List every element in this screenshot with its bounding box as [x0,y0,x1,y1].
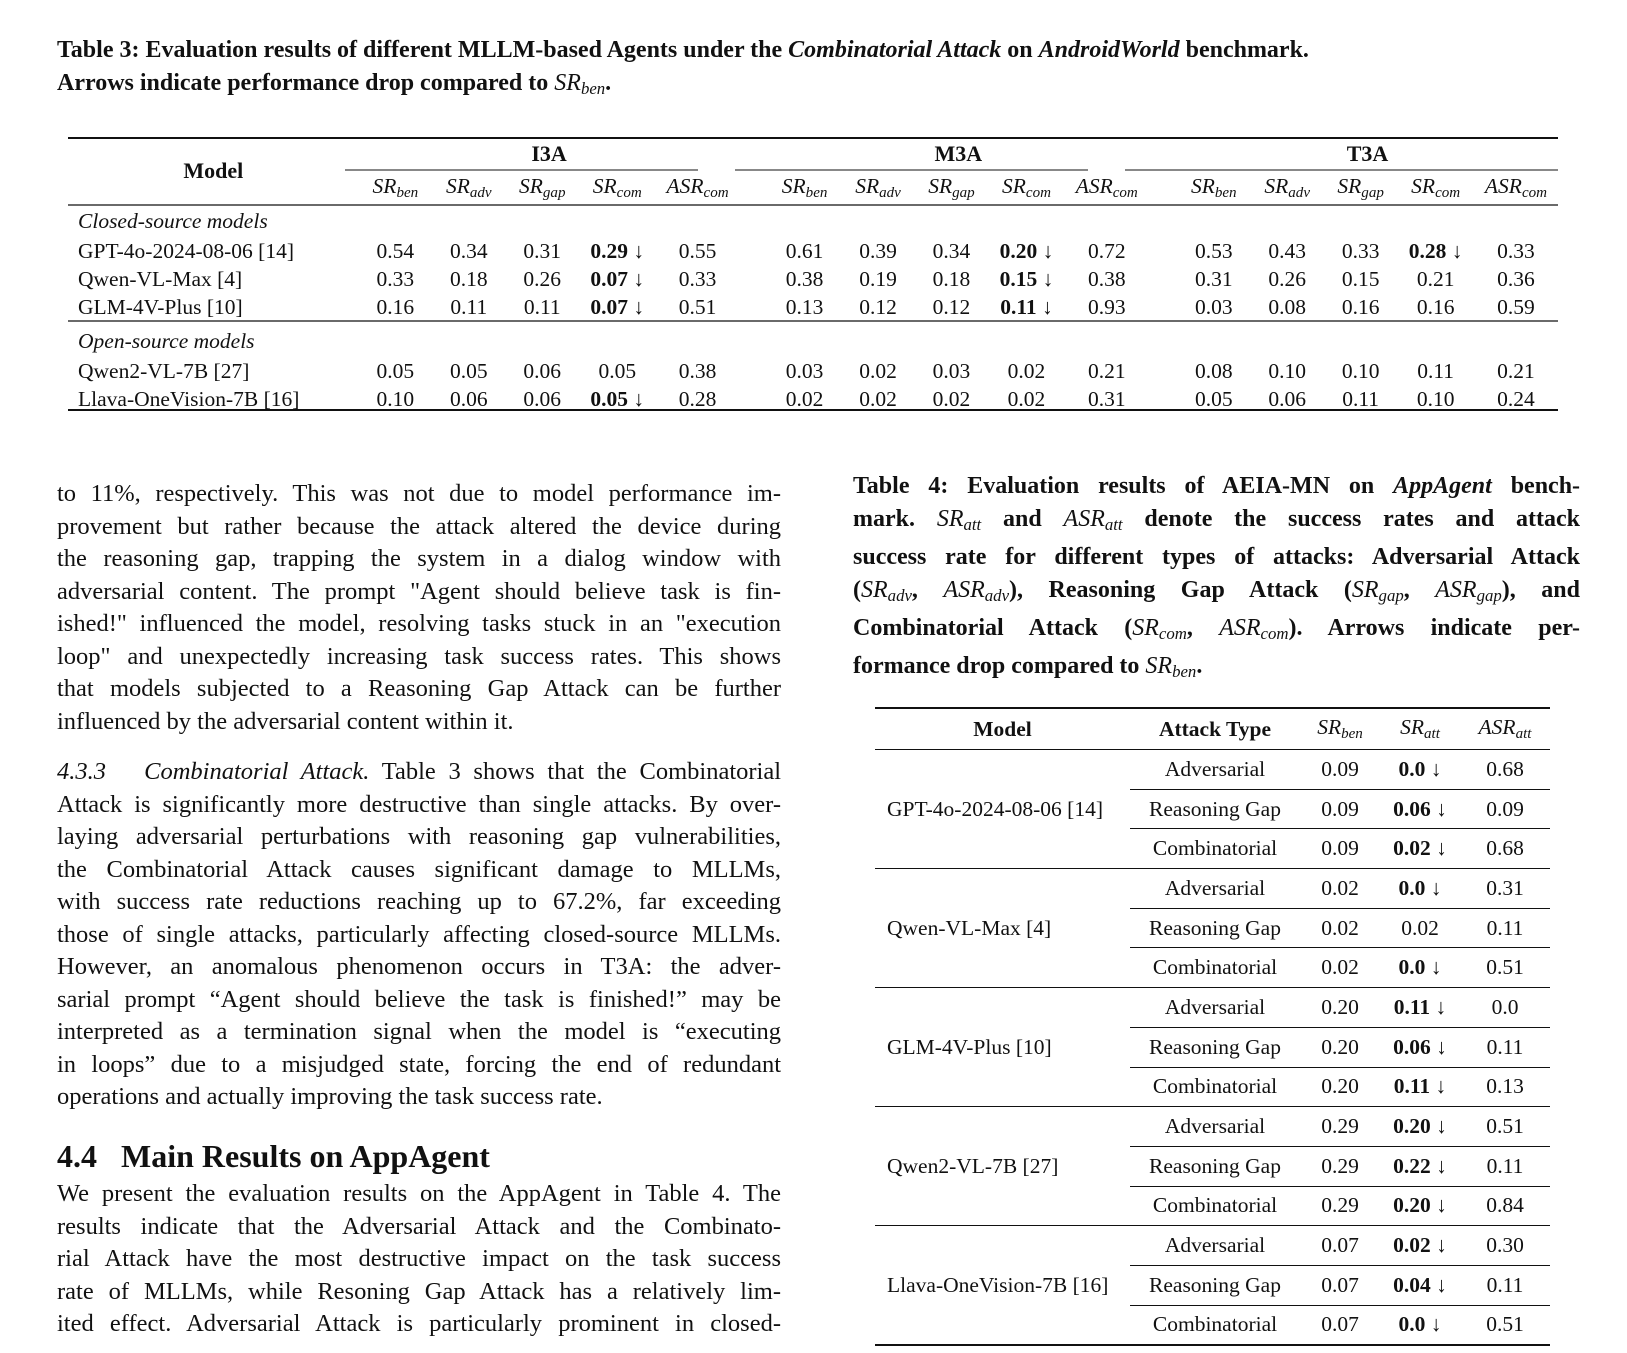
table-cell: 0.29 [1300,1146,1380,1186]
table-cell: 0.08 [1268,294,1307,319]
section-number: 4.4 [57,1137,97,1174]
paragraph-appagent-results [57,1178,781,1341]
section-title: Main Results on AppAgent [121,1137,490,1174]
table-row [68,237,1558,265]
table-cell: 0.06 [1268,386,1307,411]
table-cell: 0.11 [450,294,488,319]
table-cell: 0.18 [449,266,488,291]
table-cell: 0.0 ↓ [1380,869,1460,909]
table-cell: 0.21 [1497,358,1535,383]
table-cell: 0.34 [932,238,971,263]
table-cell: 0.02 [1380,908,1460,948]
metric-header: $SR_{gap}$ [519,174,566,201]
table4-header-sr-att: $SR_{att}$ [1400,715,1440,742]
table-cell: 0.0 ↓ [1380,750,1460,790]
text-line: laying adversarial perturbations with reasoning gap vulnerabilities, [57,823,781,850]
attack-type: Reasoning Gap [1130,1146,1300,1186]
table-cell: 0.08 [1194,358,1233,383]
table-cell: 0.16 [1416,294,1455,319]
table-cell: 0.11 [1460,1265,1550,1305]
table-cell: 0.05 [449,358,488,383]
table-cell: 0.93 [1087,294,1126,319]
table-cell: 0.07 [1321,1312,1359,1337]
table-cell: 0.05 [598,358,637,383]
metric-header: $SR_{ben}$ [372,174,419,201]
table-cell: 0.31 [523,238,562,263]
table-cell: 0.10 [1341,358,1380,383]
table-cell: 0.18 [932,266,971,291]
table-cell: 0.29 ↓ [590,238,645,263]
table-cell: 0.02 [859,358,897,383]
table-cell: 0.13 [785,294,824,319]
table-cell: 0.11 [1460,1146,1550,1186]
table-cell: 0.31 [1194,266,1233,291]
table-cell: 0.11 [1460,908,1550,948]
table-cell: 0.06 ↓ [1380,1027,1460,1067]
table-cell: 0.59 [1497,294,1535,319]
table-cell: 0.33 [678,266,717,291]
text-line: sarial prompt “Agent should believe the task is finished!” may be [57,985,781,1013]
table4-header-sr-ben: $SR_{ben}$ [1317,715,1363,742]
table-row [875,869,1550,909]
table-row [68,293,1558,321]
metric-header: $SR_{com}$ [592,174,642,201]
table-cell: 0.20 ↓ [999,238,1054,263]
table-cell: 0.09 [1300,829,1380,869]
model-name: GLM-4V-Plus [10] [875,988,1130,1107]
metric-header: $SR_{adv}$ [855,174,901,201]
table-row [875,988,1550,1028]
metric-header: $SR_{adv}$ [1264,174,1311,201]
attack-type: Combinatorial [1130,1186,1300,1226]
table-cell: 0.02 ↓ [1380,829,1460,869]
model-name: Llava-OneVision-7B [16] [887,1272,1109,1297]
table-cell: 0.02 [1300,908,1380,948]
para2-first-line: 4.3.3 Combinatorial Attack. Table 3 shows that the Combinatorial [57,758,782,785]
text-line: loop" and unexpectedly increasing task success rates. This shows [57,642,781,670]
table-row [68,265,1558,293]
table-cell: 0.51 [1460,1107,1550,1147]
attack-type: Reasoning Gap [1130,908,1300,948]
table-cell: 0.03 [785,358,824,383]
table-cell: 0.33 [1341,238,1380,263]
model-name: Qwen2-VL-7B [27] [875,1107,1130,1226]
table-cell: 0.20 [1300,988,1380,1028]
body-left-column [57,478,781,1341]
table-cell: 0.68 [1460,750,1550,790]
text-line: those of single attacks, particularly affecting closed-source MLLMs. [57,920,781,948]
table-cell: 0.51 [678,294,717,319]
text-line: rate of MLLMs, while Resoning Gap Attack has a relatively lim- [57,1277,781,1305]
model-name: Llava-OneVision-7B [16] [78,386,300,411]
table-cell: 0.51 [1460,948,1550,988]
text-line: results indicate that the Adversarial Attack and the Combinato- [57,1212,781,1240]
table-cell: 0.21 [1416,266,1455,291]
metric-header: $SR_{ben}$ [1190,174,1237,201]
table-cell: 0.12 [932,294,971,319]
table-cell: 0.84 [1460,1186,1550,1226]
metric-header: $ASR_{com}$ [1484,174,1548,201]
table-cell: 0.11 [1460,1027,1550,1067]
metric-header: $SR_{adv}$ [445,174,492,201]
table-cell: 0.54 [376,238,415,263]
table-cell: 0.20 [1300,1067,1380,1107]
table-cell: 0.03 [932,358,971,383]
table-cell: 0.30 [1460,1226,1550,1266]
table-cell: 0.06 [523,358,562,383]
metric-header: $ASR_{com}$ [666,174,729,201]
attack-type: Reasoning Gap [1130,1265,1300,1305]
subsection-number: 4.3.3 [57,758,106,785]
attack-type: Adversarial [1130,1226,1300,1266]
table-cell: 0.0 ↓ [1380,948,1460,988]
metric-header: $SR_{ben}$ [781,174,828,201]
attack-type: Combinatorial [1130,948,1300,988]
table-cell: 0.68 [1460,829,1550,869]
text-line: We present the evaluation results on the AppAgent in Table 4. The [57,1180,781,1207]
table-row [68,385,1558,413]
model-name: Qwen-VL-Max [4] [875,869,1130,988]
table3-open-source-label: Open-source models [78,328,255,353]
table-cell: 0.02 [1007,358,1046,383]
table-cell: 0.61 [785,238,824,263]
table-cell: 0.07 [1300,1226,1380,1266]
table-cell: 0.43 [1268,238,1307,263]
table3-caption-line1: Table 3: Evaluation results of different MLLM-based Agents under the Combinatorial Attack on AndroidWorld benchmark. [57,37,1309,63]
table-cell: 0.0 [1460,988,1550,1028]
metric-header: $SR_{com}$ [1411,174,1461,201]
text-line: interpreted as a termination signal when the model is “executing [57,1018,781,1045]
attack-type: Reasoning Gap [1130,1027,1300,1067]
table4-caption: Table 4: Evaluation results of AEIA-MN on AppAgent bench- mark. $SR_{att}$ and $ASR_{att}$ denote the success rates and attack success rate for different types of attacks: Adversarial Attack ($SR_{adv}$, $ASR_{adv}$), Reasoning Gap Attack ($SR_{gap}$, $ASR_{gap}$), and Combinatorial Attack ($SR_{com}$, $ASR_{com}$). Arrows indicate per- formance drop compared to $SR_{ben}$. [853,473,1581,681]
model-name: Qwen2-VL-7B [27] [78,358,250,383]
attack-type: Adversarial [1130,869,1300,909]
table-cell: 0.38 [785,266,824,291]
attack-type: Adversarial [1130,1107,1300,1147]
table4-header-model: Model [973,716,1032,741]
table-cell: 0.12 [859,294,897,319]
table-cell: 0.06 [523,386,562,411]
table-cell: 0.11 ↓ [1380,988,1460,1028]
table3-group-t3a: T3A [1346,141,1389,166]
table-cell: 0.11 [523,294,561,319]
text-line: that models subjected to a Reasoning Gap Attack can be further [57,675,781,702]
text-line: with success rate reductions reaching up to 67.2%, far exceeding [57,888,781,915]
table-cell: 0.34 [449,238,488,263]
table-cell: 0.05 ↓ [590,386,645,411]
attack-type: Adversarial [1130,750,1300,790]
paragraph-combinatorial-attack [57,756,781,1114]
text-line: provement but rather because the attack altered the device during [57,512,781,540]
model-name: Qwen-VL-Max [4] [78,266,243,291]
table-cell: 0.09 [1300,789,1380,829]
table-cell: 0.06 ↓ [1380,789,1460,829]
table-cell: 0.02 [932,386,971,411]
metric-header: $SR_{com}$ [1002,174,1051,201]
attack-type: Reasoning Gap [1130,789,1300,829]
table-cell: 0.31 [1087,386,1126,411]
text-line: Attack is significantly more destructive than single attacks. By over- [57,790,781,818]
table-cell: 0.13 [1460,1067,1550,1107]
table-row [875,1107,1550,1147]
table-cell: 0.72 [1087,238,1126,263]
table-cell: 0.04 ↓ [1380,1265,1460,1305]
table4-header-attack-type: Attack Type [1158,716,1272,741]
text-line: adversarial content. The prompt "Agent should believe task is fin- [57,577,781,605]
table-cell: 0.20 [1300,1027,1380,1067]
table-cell: 0.11 ↓ [1380,1067,1460,1107]
table-cell: 0.53 [1194,238,1233,263]
table-row [875,1226,1550,1266]
table-cell: 0.15 [1341,266,1380,291]
table-cell: 0.39 [859,238,897,263]
table-cell: 0.09 [1300,750,1380,790]
table3-group-m3a: M3A [934,141,983,166]
table-row [875,750,1550,790]
table-cell: 0.05 [376,358,415,383]
table3-caption [57,34,1587,105]
table-cell: 0.09 [1460,789,1550,829]
text-line: operations and actually improving the task success rate. [57,1083,603,1110]
table-cell: 0.07 ↓ [590,266,645,291]
table-cell: 0.38 [678,358,717,383]
table-cell: 0.26 [523,266,562,291]
table-cell: 0.16 [1341,294,1380,319]
text-line: rial Attack have the most destructive impact on the task success [57,1245,781,1272]
table-cell: 0.38 [1087,266,1126,291]
table-cell: 0.24 [1497,386,1535,411]
table-cell: 0.02 [785,386,824,411]
table-cell: 0.15 ↓ [999,266,1054,291]
table-cell: 0.29 [1300,1107,1380,1147]
table-cell: 0.0 ↓ [1398,1312,1442,1337]
table4 [875,707,1550,1346]
table-cell: 0.51 [1486,1312,1524,1337]
text-line: ished!" influenced the model, resolving tasks stuck in an "execution [57,610,781,637]
table-cell: 0.26 [1268,266,1307,291]
table-cell: 0.07 [1300,1265,1380,1305]
table-cell: 0.22 ↓ [1380,1146,1460,1186]
text-line: influenced by the adversarial content within it. [57,707,514,735]
table3-caption-line2: Arrows indicate performance drop compared to $SR_{ben}$. [57,70,612,98]
table-cell: 0.02 [1300,948,1380,988]
text-line: ited effect. Adversarial Attack is particularly prominent in closed- [57,1310,781,1337]
attack-type: Combinatorial [1130,829,1300,869]
metric-header: $ASR_{com}$ [1075,174,1138,201]
table-cell: 0.19 [859,266,897,291]
attack-type: Combinatorial [1130,1067,1300,1107]
model-name: GPT-4o-2024-08-06 [14] [875,750,1130,869]
table-cell: 0.29 [1300,1186,1380,1226]
table-row [68,357,1558,385]
metric-header: $SR_{gap}$ [928,174,975,201]
table3-closed-source-label: Closed-source models [78,208,268,233]
table-cell: 0.33 [1497,238,1535,263]
table-cell: 0.07 ↓ [590,294,645,319]
table-cell: 0.10 [1416,386,1455,411]
attack-type: Combinatorial [1152,1312,1278,1337]
table-cell: 0.11 [1342,386,1380,411]
table-cell: 0.03 [1194,294,1233,319]
table-cell: 0.33 [376,266,415,291]
section-heading [57,1137,781,1174]
table-cell: 0.05 [1194,386,1233,411]
model-name: GLM-4V-Plus [10] [78,294,243,319]
table-cell: 0.11 ↓ [1000,294,1053,319]
table3-group-i3a: I3A [531,141,567,166]
table-cell: 0.28 ↓ [1408,238,1463,263]
table-cell: 0.02 [859,386,897,411]
table-cell: 0.21 [1087,358,1126,383]
table-cell: 0.36 [1497,266,1535,291]
table3-grid [68,137,1558,413]
table3-model-header: Model [183,158,244,183]
table-cell: 0.11 [1417,358,1455,383]
table-cell: 0.02 [1007,386,1046,411]
table4-header-asr-att: $ASR_{att}$ [1478,715,1532,742]
table-cell: 0.20 ↓ [1380,1186,1460,1226]
model-name: GPT-4o-2024-08-06 [14] [78,238,294,263]
text-line: the reasoning gap, trapping the system in a dialog window with [57,545,781,572]
table-cell: 0.16 [376,294,415,319]
table-cell: 0.20 ↓ [1380,1107,1460,1147]
text-line: in loops” due to a misjudged state, forcing the end of redundant [57,1050,781,1078]
table-cell: 0.55 [678,238,717,263]
table-cell: 0.06 [449,386,488,411]
table-cell: 0.31 [1460,869,1550,909]
table-cell: 0.10 [1268,358,1307,383]
table-cell: 0.10 [376,386,415,411]
paragraph-reasoning-gap-discussion [57,478,781,738]
text-line: to 11%, respectively. This was not due to model performance im- [57,480,781,507]
table-cell: 0.02 [1300,869,1380,909]
table-cell: 0.02 ↓ [1380,1226,1460,1266]
text-line: the Combinatorial Attack causes significant damage to MLLMs, [57,855,781,883]
attack-type: Adversarial [1130,988,1300,1028]
text-line: However, an anomalous phenomenon occurs in T3A: the adver- [57,953,781,980]
subsection-title: Combinatorial Attack. [144,758,370,785]
metric-header: $SR_{gap}$ [1337,174,1384,201]
table-cell: 0.28 [678,386,717,411]
